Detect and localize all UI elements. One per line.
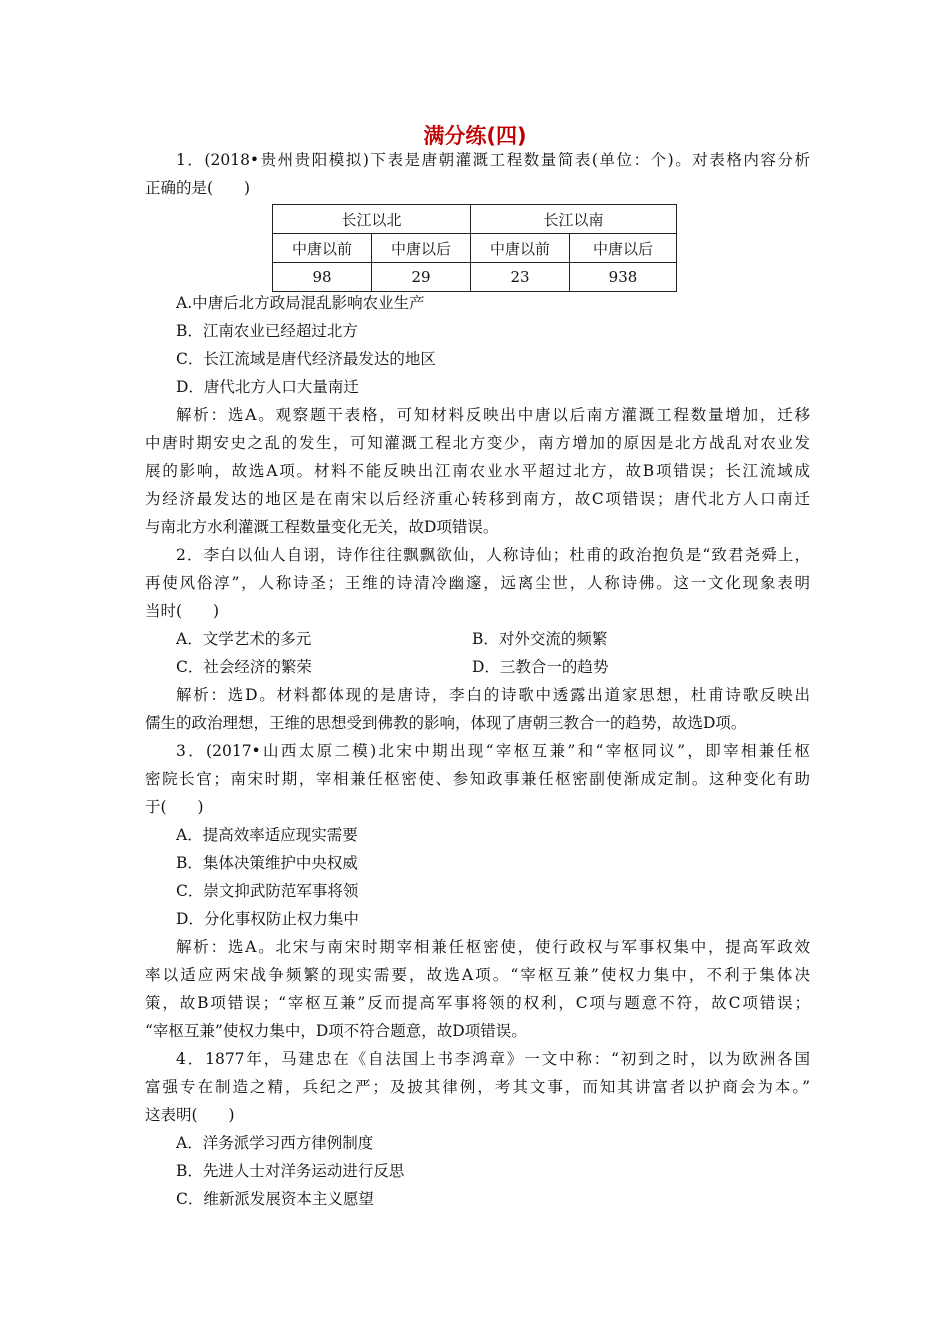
table-cell: 23 — [471, 263, 570, 292]
table-header-south: 长江以南 — [471, 205, 677, 234]
table-header-north: 长江以北 — [273, 205, 471, 234]
q3-analysis-line-2: 率以适应两宋战争频繁的现实需要，故选A项。“宰枢互兼”使权力集中，不利于集体决 — [145, 966, 810, 984]
table-cell: 29 — [372, 263, 471, 292]
q2-stem-line-3: 当时( ) — [145, 602, 220, 620]
table-row — [273, 263, 677, 292]
table-cell: 中唐以前 — [471, 234, 570, 263]
q2-analysis-line-2: 儒生的政治理想，王维的思想受到佛教的影响，体现了唐朝三教合一的趋势，故选D项。 — [145, 714, 747, 732]
q3-option-b: B．集体决策维护中央权威 — [176, 854, 358, 872]
q4-option-b: B．先进人士对洋务运动进行反思 — [176, 1162, 405, 1180]
q1-stem-line-2: 正确的是( ) — [145, 179, 251, 197]
q2-option-b: B．对外交流的频繁 — [472, 630, 608, 648]
q4-stem-line-1: 4．1877年，马建忠在《自法国上书李鸿章》一文中称：“初到之时，以为欧洲各国 — [176, 1050, 810, 1068]
q1-analysis-line-1: 解析：选A。观察题干表格，可知材料反映出中唐以后南方灌溉工程数量增加，迁移 — [176, 406, 810, 424]
table-cell: 938 — [570, 263, 677, 292]
q1-analysis-line-2: 中唐时期安史之乱的发生，可知灌溉工程北方变少，南方增加的原因是北方战乱对农业发 — [145, 434, 810, 452]
q1-analysis-line-3: 展的影响，故选A项。材料不能反映出江南农业水平超过北方，故B项错误；长江流域成 — [145, 462, 810, 480]
table-cell: 98 — [273, 263, 372, 292]
q1-option-d: D．唐代北方人口大量南迁 — [176, 378, 359, 396]
q2-option-c: C．社会经济的繁荣 — [176, 658, 312, 676]
q3-stem-line-1: 3．(2017•山西太原二模)北宋中期出现“宰枢互兼”和“宰枢同议”，即宰相兼任枢 — [176, 742, 810, 760]
q3-analysis-line-3: 策，故B项错误；“宰枢互兼”反而提高军事将领的权利，C项与题意不符，故C项错误； — [145, 994, 810, 1012]
q1-option-b: B．江南农业已经超过北方 — [176, 322, 358, 340]
q2-option-a: A．文学艺术的多元 — [176, 630, 312, 648]
q2-analysis-line-1: 解析：选D。材料都体现的是唐诗，李白的诗歌中透露出道家思想，杜甫诗歌反映出 — [176, 686, 810, 704]
q4-stem-line-2: 富强专在制造之精，兵纪之严；及披其律例，考其文事，而知其讲富者以护商会为本。” — [145, 1078, 810, 1096]
q1-option-c: C．长江流域是唐代经济最发达的地区 — [176, 350, 436, 368]
q1-stem-line-1: 1．(2018•贵州贵阳模拟)下表是唐朝灌溉工程数量简表(单位：个)。对表格内容分析 — [176, 151, 810, 169]
table-header-row — [273, 205, 677, 234]
q3-option-d: D．分化事权防止权力集中 — [176, 910, 359, 928]
table-subheader-row — [273, 234, 677, 263]
q2-stem-line-1: 2．李白以仙人自诩，诗作往往飘飘欲仙，人称诗仙；杜甫的政治抱负是“致君尧舜上， — [176, 546, 810, 564]
q4-stem-line-3: 这表明( ) — [145, 1106, 235, 1124]
q3-option-a: A．提高效率适应现实需要 — [176, 826, 358, 844]
q2-stem-line-2: 再使风俗淳”，人称诗圣；王维的诗清冷幽邃，远离尘世，人称诗佛。这一文化现象表明 — [145, 574, 810, 592]
irrigation-table — [272, 204, 677, 292]
q1-option-a: A.中唐后北方政局混乱影响农业生产 — [176, 294, 425, 312]
q3-analysis-line-1: 解析：选A。北宋与南宋时期宰相兼任枢密使，使行政权与军事权集中，提高军政效 — [176, 938, 810, 956]
q3-stem-line-2: 密院长官；南宋时期，宰相兼任枢密使、参知政事兼任枢密副使渐成定制。这种变化有助 — [145, 770, 810, 788]
q3-option-c: C．崇文抑武防范军事将领 — [176, 882, 359, 900]
q3-stem-line-3: 于( ) — [145, 798, 204, 816]
table-cell: 中唐以后 — [372, 234, 471, 263]
table-cell: 中唐以后 — [570, 234, 677, 263]
table-cell: 中唐以前 — [273, 234, 372, 263]
q1-analysis-line-5: 与南北方水利灌溉工程数量变化无关，故D项错误。 — [145, 518, 499, 536]
q3-analysis-line-4: “宰枢互兼”使权力集中，D项不符合题意，故D项错误。 — [145, 1022, 527, 1040]
q4-option-c: C．维新派发展资本主义愿望 — [176, 1190, 374, 1208]
q2-option-d: D．三教合一的趋势 — [472, 658, 609, 676]
page-title: 满分练(四) — [423, 124, 527, 148]
q1-analysis-line-4: 为经济最发达的地区是在南宋以后经济重心转移到南方，故C项错误；唐代北方人口南迁 — [145, 490, 810, 508]
q4-option-a: A．洋务派学习西方律例制度 — [176, 1134, 374, 1152]
